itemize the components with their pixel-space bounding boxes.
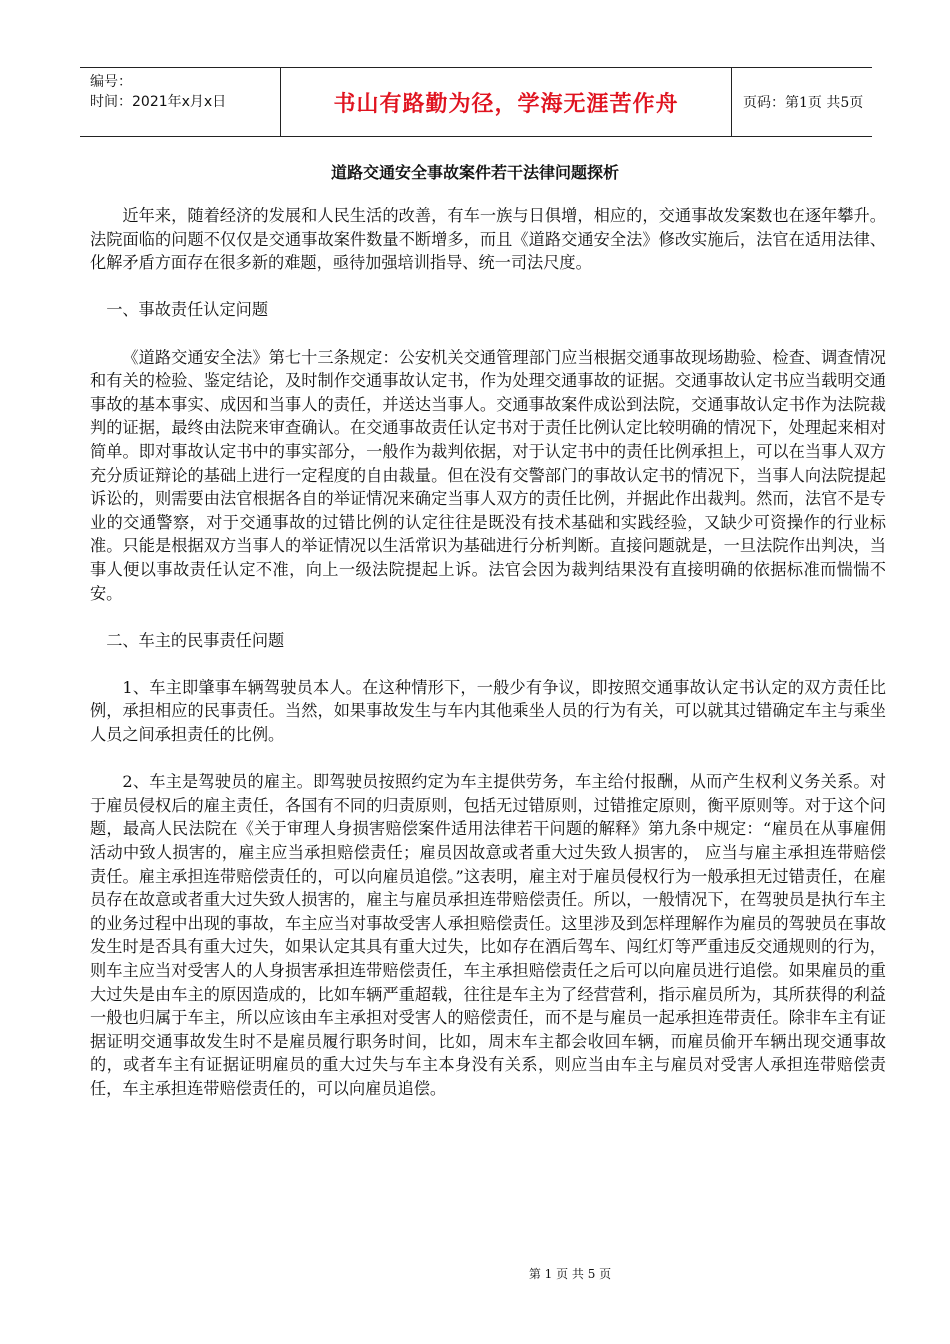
section-heading-1: 一、事故责任认定问题 <box>106 300 269 320</box>
paragraph-owner-is-employer: 2、车主是驾驶员的雇主。即驾驶员按照约定为车主提供劳务，车主给付报酬，从而产生权利义务关系。对于雇员侵权后的雇主责任，各国有不同的归责原则，包括无过错原则，过错推定原则，衡平原则等。对于这个问题，最高人民法院在《关于审理人身损害赔偿案件适用法律若干问题的解释》第九条中规定：“雇员在从事雇佣活动中致人损害的，雇主应当承担赔偿责任；雇员因故意或者重大过失致人损害的， 应当与雇主承担连带赔偿责任。雇主承担连带赔偿责任的，可以向雇员追偿。”这表明，雇主对于雇员侵权行为一般承担无过错责任，在雇员存在故意或者重大过失致人损害的，雇主与雇员承担连带赔偿责任。所以，一般情况下，在驾驶员是执行车主的业务过程中出现的事故，车主应当对事故受害人承担赔偿责任。这里涉及到怎样理解作为雇员的驾驶员在事故发生时是否具有重大过失，如果认定其具有重大过失，比如存在酒后驾车、闯红灯等严重违反交通规则的行为，则车主应当对受害人的人身损害承担连带赔偿责任，车主承担赔偿责任之后可以向雇员进行追偿。如果雇员的重大过失是由车主的原因造成的，比如车辆严重超载，往往是车主为了经营营利，指示雇员所为，其所获得的利益一般也归属于车主，所以应该由车主承担对受害人的赔偿责任，而不是与雇员一起承担连带责任。除非车主有证据证明交通事故发生时不是雇员履行职务时间，比如，周末车主都会收回车辆，而雇员偷开车辆出现交通事故的，或者车主有证据证明雇员的重大过失与车主本身没有关系，则应当由车主与雇员对受害人承担连带赔偿责任，车主承担连带赔偿责任的，可以向雇员追偿。 <box>90 772 886 1098</box>
document-body <box>90 204 886 1101</box>
header-motto-cell <box>280 68 732 136</box>
page-footer: 第 1 页 共 5 页 <box>528 1267 612 1281</box>
document-title: 道路交通安全事故案件若干法律问题探析 <box>330 163 619 182</box>
header-page-info: 页码：第1页 共5页 <box>743 95 864 111</box>
paragraph-section-1: 《道路交通安全法》第七十三条规定：公安机关交通管理部门应当根据交通事故现场勘验、检查、调查情况和有关的检验、鉴定结论，及时制作交通事故认定书，作为处理交通事故的证据。交通事故认定书应当载明交通事故的基本事实、成因和当事人的责任，并送达当事人。交通事故案件成讼到法院，交通事故认定书作为法院裁判的证据，最终由法院来审查确认。在交通事故责任认定书对于责任比例认定比较明确的情况下，处理起来相对简单。即对事故认定书中的事实部分，一般作为裁判依据，对于认定书中的责任比例承担上，可以在当事人双方充分质证辩论的基础上进行一定程度的自由裁量。但在没有交警部门的事故认定书的情况下，当事人向法院提起诉讼的，则需要由法官根据各自的举证情况来确定当事人双方的责任比例，并据此作出裁判。然而，法官不是专业的交通警察，对于交通事故的过错比例的认定往往是既没有技术基础和实践经验，又缺少可资操作的行业标准。只能是根据双方当事人的举证情况以生活常识为基础进行分析判断。直接问题就是，一旦法院作出判决，当事人便以事故责任认定不准，向上一级法院提起上诉。法官会因为裁判结果没有直接明确的依据标准而惴惴不安。 <box>90 347 886 603</box>
header-meta <box>80 68 280 136</box>
page-header <box>80 67 872 137</box>
paragraph-owner-is-driver: 1、车主即肇事车辆驾驶员本人。在这种情形下，一般少有争议，即按照交通事故认定书认定的双方责任比例，承担相应的民事责任。当然，如果事故发生与车内其他乘坐人员的行为有关，可以就其过错确定车主与乘坐人员之间承担责任的比例。 <box>90 677 886 745</box>
motto: 书山有路勤为径，学海无涯苦作舟 <box>333 91 679 117</box>
document-number: 编号： <box>90 74 132 90</box>
document-date: 时间：2021年x月x日 <box>90 94 227 110</box>
section-heading-2: 二、车主的民事责任问题 <box>106 630 285 650</box>
paragraph-intro: 近年来，随着经济的发展和人民生活的改善，有车一族与日俱增，相应的，交通事故发案数也在逐年攀升。法院面临的问题不仅仅是交通事故案件数量不断增多，而且《道路交通安全法》修改实施后，法官在适用法律、化解矛盾方面存在很多新的难题，亟待加强培训指导、统一司法尺度。 <box>90 206 886 273</box>
